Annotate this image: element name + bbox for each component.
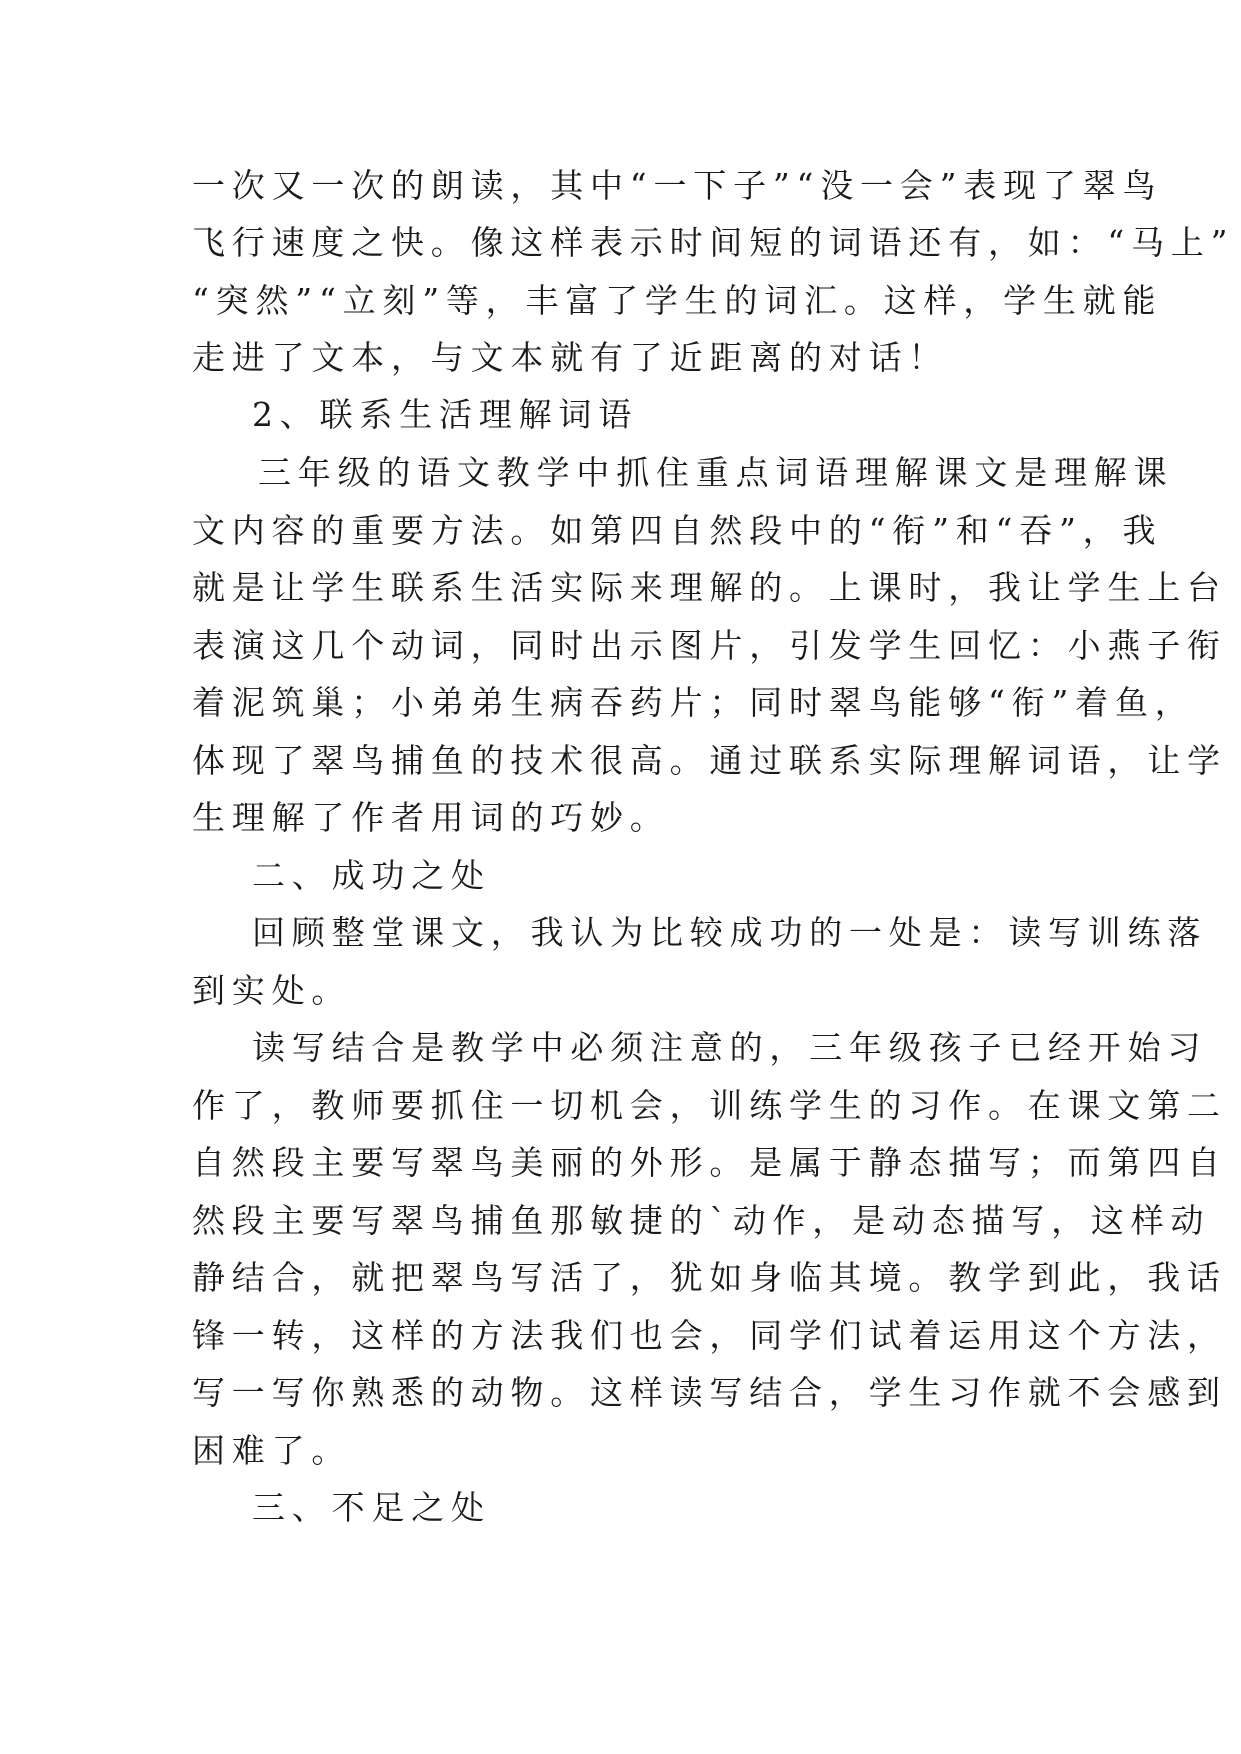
paragraph-line: “突然”“立刻”等，丰富了学生的词汇。这样，学生就能 [192, 281, 1163, 320]
paragraph-line: 到实处。 [192, 971, 352, 1010]
paragraph-line: 一次又一次的朗读，其中“一下子”“没一会”表现了翠鸟 [192, 166, 1163, 205]
paragraph-line: 写一写你熟悉的动物。这样读写结合，学生习作就不会感到 [192, 1373, 1227, 1412]
paragraph-line: 生理解了作者用词的巧妙。 [192, 798, 670, 837]
paragraph-line: 回顾整堂课文，我认为比较成功的一处是：读写训练落 [252, 913, 1208, 952]
paragraph-line: 体现了翠鸟捕鱼的技术很高。通过联系实际理解词语，让学 [192, 741, 1227, 780]
paragraph-line: 走进了文本，与文本就有了近距离的对话！ [192, 338, 949, 377]
paragraph-line: 然段主要写翠鸟捕鱼那敏捷的`动作，是动态描写，这样动 [192, 1201, 1211, 1240]
paragraph-line: 文内容的重要方法。如第四自然段中的“衔”和“吞”，我 [192, 511, 1163, 550]
paragraph-line: 表演这几个动词，同时出示图片，引发学生回忆：小燕子衔 [192, 626, 1227, 665]
section-heading: 三、不足之处 [252, 1488, 491, 1527]
paragraph-line: 三年级的语文教学中抓住重点词语理解课文是理解课 [258, 453, 1174, 492]
paragraph-line: 飞行速度之快。像这样表示时间短的词语还有，如：“马上” [192, 223, 1235, 262]
paragraph-line: 就是让学生联系生活实际来理解的。上课时，我让学生上台 [192, 568, 1227, 607]
paragraph-line: 静结合，就把翠鸟写活了，犹如身临其境。教学到此，我话 [192, 1258, 1227, 1297]
paragraph-line: 作了，教师要抓住一切机会，训练学生的习作。在课文第二 [192, 1086, 1227, 1125]
section-heading: 二、成功之处 [252, 856, 491, 895]
paragraph-line: 读写结合是教学中必须注意的，三年级孩子已经开始习 [252, 1028, 1208, 1067]
paragraph-line: 困难了。 [192, 1431, 352, 1470]
section-heading: 2、联系生活理解词语 [252, 395, 638, 434]
paragraph-line: 自然段主要写翠鸟美丽的外形。是属于静态描写；而第四自 [192, 1143, 1227, 1182]
paragraph-line: 锋一转，这样的方法我们也会，同学们试着运用这个方法， [192, 1316, 1227, 1355]
paragraph-line: 着泥筑巢；小弟弟生病吞药片；同时翠鸟能够“衔”着鱼， [192, 683, 1195, 722]
